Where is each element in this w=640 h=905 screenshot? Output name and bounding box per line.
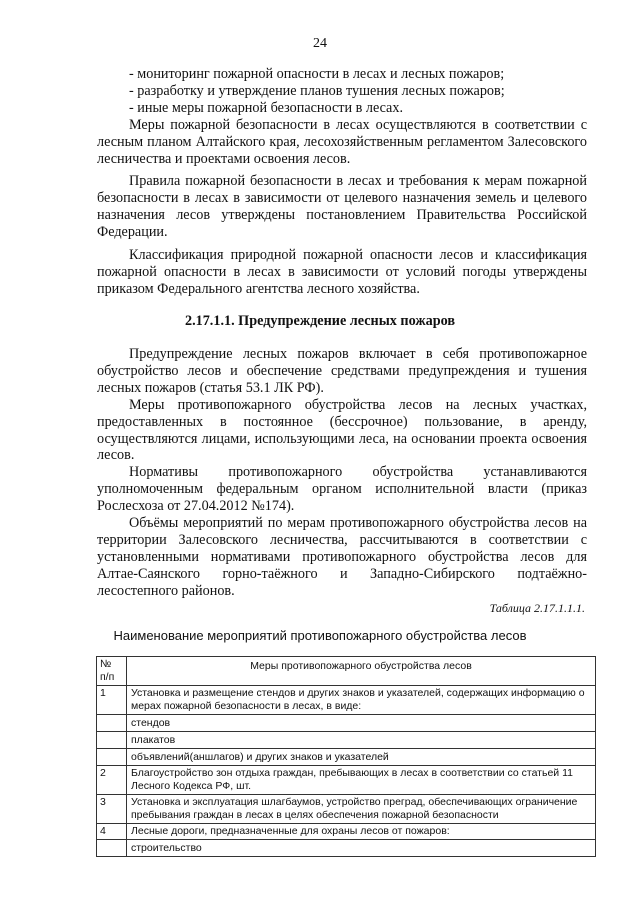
header-title-cell: Меры противопожарного обустройства лесов	[127, 657, 596, 686]
table-row	[97, 715, 596, 732]
row-num-cell	[97, 840, 127, 857]
section-text-block	[97, 346, 587, 600]
paragraph: Объёмы мероприятий по мерам противопожарного обустройства лесов на территории Залесовского лесничества, рассчитываются в соответствии с установленными нормативами противопожарного обустройства лесов для Алтае-Саянского горно-таёжного и Западно-Сибирского подтаёжно-лесостепного районов.	[97, 515, 587, 599]
row-text-cell: Установка и размещение стендов и других знаков и указателей, содержащих информацию о мерах пожарной безопасности в лесах, в виде:	[127, 686, 596, 715]
row-num-cell: 3	[97, 795, 127, 824]
row-text-cell: Благоустройство зон отдыха граждан, пребывающих в лесах в соответствии со статьей 11 Лесного Кодекса РФ, шт.	[127, 766, 596, 795]
header-num-cell: № п/п	[97, 657, 127, 686]
paragraph: Предупреждение лесных пожаров включает в себя противопожарное обустройство лесов и обеспечение средствами предупреждения и тушения лесных пожаров (статья 53.1 ЛК РФ).	[97, 346, 587, 396]
page-number: 24	[313, 36, 327, 51]
table-row	[97, 732, 596, 749]
measures-table	[96, 656, 596, 857]
list-item: - разработку и утверждение планов тушения лесных пожаров;	[129, 82, 505, 99]
paragraph: Меры противопожарного обустройства лесов на лесных участках, предоставленных в постоянное (бессрочное) пользование, в аренду, осуществляются лицами, использующими леса, на основании проекта освоения лесов.	[97, 396, 587, 464]
table-row	[97, 766, 596, 795]
table-row	[97, 824, 596, 840]
table-header-row	[97, 657, 596, 686]
section-heading: 2.17.1.1. Предупреждение лесных пожаров	[184, 313, 456, 329]
row-text-cell: Лесные дороги, предназначенные для охраны лесов от пожаров:	[127, 824, 596, 840]
table-row	[97, 749, 596, 766]
row-text-cell: плакатов	[127, 732, 596, 749]
table-row	[97, 840, 596, 857]
row-num-cell: 1	[97, 686, 127, 715]
paragraph: Классификация природной пожарной опасности лесов и классификация пожарной опасности в лесах в зависимости от условий погоды утверждены приказом Федерального агентства лесного хозяйства.	[97, 247, 587, 297]
table-label: Таблица 2.17.1.1.1.	[489, 601, 585, 615]
list-item: - мониторинг пожарной опасности в лесах и лесных пожаров;	[129, 66, 505, 82]
table-row	[97, 686, 596, 715]
paragraph: Нормативы противопожарного обустройства устанавливаются уполномоченным федеральным органом исполнительной власти (приказ Рослесхоза от 27.04.2012 №174).	[97, 464, 587, 515]
row-text-cell: стендов	[127, 715, 596, 732]
paragraph: Правила пожарной безопасности в лесах и требования к мерам пожарной безопасности в лесах в зависимости от целевого назначения земель и целевого назначения лесов утверждены постановлением Правительства Российской Федерации.	[97, 173, 587, 241]
row-num-cell: 4	[97, 824, 127, 840]
table-row	[97, 795, 596, 824]
row-text-cell: Установка и эксплуатация шлагбаумов, устройство преград, обеспечивающих ограничение пребывания граждан в лесах в целях обеспечения пожарной безопасности	[127, 795, 596, 824]
paragraph: Меры пожарной безопасности в лесах осуществляются в соответствии с лесным планом Алтайского края, лесохозяйственным регламентом Залесовского лесничества и проектами освоения лесов.	[97, 116, 587, 167]
row-num-cell: 2	[97, 766, 127, 795]
list-item: - иные меры пожарной безопасности в лесах.	[129, 99, 403, 116]
intro-text-block	[97, 66, 587, 298]
row-num-cell	[97, 749, 127, 766]
row-text-cell: объявлений(аншлагов) и других знаков и указателей	[127, 749, 596, 766]
table-title: Наименование мероприятий противопожарного обустройства лесов	[113, 628, 527, 643]
row-num-cell	[97, 732, 127, 749]
row-num-cell	[97, 715, 127, 732]
row-text-cell: строительство	[127, 840, 596, 857]
